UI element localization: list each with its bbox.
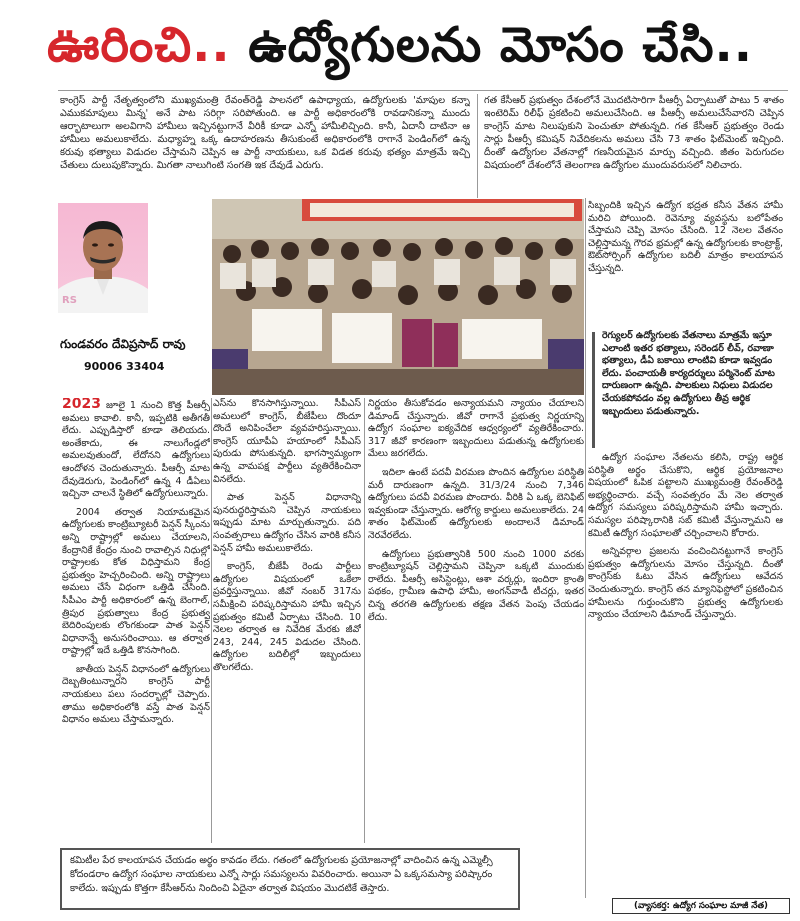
lead-divider [477, 94, 478, 198]
headline-part-1: ఊరించి.. [46, 17, 231, 73]
column-3-paragraph-3: ఉద్యోగులు ప్రభుత్వానికి 500 నుంచి 1000 వరకు కాంట్రిబ్యూషన్ చెల్లిస్తామని చెప్పినా ఒక్కటి ముందుకు రాలేదు. పీఆర్సీ అసిస్టెంట్లు, ఆశా వర్కర్లు, ఇందిరా క్రాంతి పథకం, గ్రామీణ ఉపాధి హామీ, అంగన్‌వాడీ టీచర్లు, ఇతర చిన్న తరగతి ఉద్యోగులకు తక్షణ వేతన పెంపు చేయడం లేదు. [368, 548, 584, 623]
article-column-2 [213, 398, 361, 843]
writer-phone: 90006 33404 [84, 360, 165, 373]
writer-portrait [58, 203, 148, 313]
column-3-paragraph-1: నిర్ణయం తీసుకోవడం అన్యాయమని న్యాయం చేయాలని డిమాండ్ చేస్తున్నారు. జీవో రాగానే ప్రభుత్వ నిర్ణయాన్ని ఉద్యోగ సంఘాల ఐక్యవేదిక ఆధ్వర్యంలో వ్యతిరేకించారు. 317 జీవో కారణంగా ఇబ్బందులు పడుతున్న ఉద్యోగులకు మేలు జరగలేదు. [368, 398, 584, 460]
year-highlight: 2023 [62, 398, 101, 412]
headline-part-2: ఉద్యోగులను మోసం చేసి.. [230, 17, 754, 73]
column-1-paragraph-1: జూలై 1 నుంచి కొత్త పీఆర్సీ అమలు కావాలి. కానీ, ఇప్పటికి అతీగతీ లేదు. ఎప్పుడిస్తారో కూడా తెలియదు. అంతేకాదు, ఈ నాలుగేండ్లలో అమలవుతుందో, లేదోనని ఉద్యోగులు ఆందోళన చెందుతున్నారు. పీఆర్సీ మాట దేవుడెరుగు, పెండింగ్‌లో ఉన్న 4 డీఏలు ఇచ్చినా చాలనే స్థితిలో ఉద్యోగులున్నారు. [62, 400, 210, 500]
column-1-paragraph-3: జాతీయ పెన్షన్ విధానంలో ఉద్యోగులు దెబ్బతింటున్నారని కాంగ్రెస్ పార్టీ నాయకులు పలు సందర్భాల్లో చెప్పారు. తాము అధికారంలోకి వస్తే పాత పెన్షన్ విధానం అమలు చేస్తామన్నారు. [62, 663, 210, 726]
article-column-4-top [588, 200, 783, 327]
article-headline [10, 6, 790, 84]
writer-name: గుండవరం దేవిప్రసాద్ రావు [60, 337, 186, 351]
column-4-paragraph-2: ఉద్యోగ సంఘాల నేతలను కలిసి, రాష్ట్ర ఆర్థిక పరిస్థితి అర్థం చేసుకొని, ఆర్థిక ప్రయోజనాల విషయంలో ఓపిక పట్టాలని ముఖ్యమంత్రి రేవంత్‌రెడ్డి అభ్యర్థించారు. వచ్చే సంవత్సరం మే నెల తర్వాత ఉద్యోగ సమస్యలు పరిష్కరిస్తామని హామీ ఇచ్చారు. సమస్యల పరిష్కారానికి సబ్ కమిటీ వేస్తున్నామని ఆ కమిటీ ఉద్యోగ సంఘాలతో చర్చించాలని కోరారు. [588, 452, 783, 539]
article-column-4-bottom [588, 452, 783, 842]
column-2-paragraph-3: కాంగ్రెస్, బీజేపీ రెండు పార్టీలు ఉద్యోగుల విషయంలో ఒకేలా ప్రవర్తిస్తున్నాయి. జీవో నంబర్ 317ను సమీక్షించి పరిష్కరిస్తామని హామీ ఇచ్చిన ప్రభుత్వం కమిటీ ఏర్పాటు చేసింది. 10 నెలల తర్వాత ఆ నివేదిక మేరకు జీవో 243, 244, 245 విడుదల చేసింది. ఉద్యోగుల బదిలీల్లో ఇబ్బందులు తొలగలేదు. [213, 561, 361, 673]
column-4-paragraph-3: అన్నివర్గాల ప్రజలను వంచించినట్టుగానే కాంగ్రెస్ ప్రభుత్వం ఉద్యోగులను మోసం చేస్తున్నది. దీంతో కాంగ్రెస్‌కు ఓటు వేసిన ఉద్యోగులు ఆవేదన చెందుతున్నారు. కాంగ్రెస్ తన మ్యానిఫెస్టోలో ప్రకటించిన హామీలను గుర్తుంచుకొని ప్రభుత్వ ఉద్యోగులకు న్యాయం చేయాలని డిమాండ్ చేస్తున్నారు. [588, 546, 783, 621]
column-divider-1 [211, 398, 212, 843]
column-1-paragraph-2: 2004 తర్వాత నియామకమైన ఉద్యోగులకు కాంట్రిబ్యూటరీ పెన్షన్ స్కీంను అన్ని రాష్ట్రాల్లో అమలు చేయాలని, కేంద్రానికే కేంద్రం నుంచి రావాల్సిన నిధుల్లో రాష్ట్రాలకు కోత విధిస్తామని కేంద్ర ప్రభుత్వం హెచ్చరించింది. అన్ని రాష్ట్రాలు అమలు చేసే విధంగా ఒత్తిడి చేసింది. సీపీఎం పార్టీ అధికారంలో ఉన్న బెంగాల్, త్రిపుర ప్రభుత్వాలు కేంద్ర ప్రభుత్వ బెదిరింపులకు లొంగకుండా పాత పెన్షన్ విధానాన్నే అనుసరించాయి. ఆ తర్వాత రాష్ట్రాల్లో ఇదే ఒత్తిడి కొనసాగింది. [62, 506, 210, 657]
lead-paragraph-left: కాంగ్రెస్ పార్టీ నేతృత్వంలోని ముఖ్యమంత్రి రేవంత్‌రెడ్డి పాలనలో ఉపాధ్యాయ, ఉద్యోగులకు 'మాపుల కన్నా ఎముకమాపులు మిన్న' అనే పాట సరిగ్గా సరిపోతుంది. ఆ పార్టీ అధికారంలోకి రావడానికన్నా ముందు ఆర్భాటాలుగా అలవిగాని హామీలు ఇచ్చినట్టుగానే వీరికీ కూడా ఎన్నో హామీలిచ్చింది. కానీ, ఏదానీ దాటినా ఆ హామీలు అమలుకాలేదు. మధ్యాహ్న ఒక్క ఉదాహరణను తీసుకుంటే అధికారంలోకి రాగానే పెండింగ్‌లో ఉన్న కరువు భత్యాలు విడుదల చేస్తామని చెప్పిన ఆ పార్టీ నాయకులు, ఒక విడత కరువు భత్యం మాత్రమే ఇచ్చి చేతులు దులుపుకొన్నారు. మిగతా నాలుగింటి సంగతి ఇక దేవుడే ఎరుగు. [60, 95, 470, 171]
article-column-3 [368, 398, 584, 843]
column-3-paragraph-2: ఇదిలా ఉంటే పదవీ విరమణ పొందిన ఉద్యోగుల పరిస్థితి మరీ దారుణంగా ఉన్నది. 31/3/24 నుంచి 7,346 ఉద్యోగులు పదవీ విరమణ పొందారు. వీరికి ఏ ఒక్క బెనిఫిట్ ఇవ్వకుండా చేస్తున్నారు. ఆరోగ్య కార్డులు అమలుకాలేదు. 24 శాతం ఫిట్‌మెంట్ ఉద్యోగులకు అందాలనే డిమాండ్ నెరవేరలేదు. [368, 466, 584, 541]
protest-photo [212, 199, 584, 395]
column-4-paragraph-1: సిబ్బందికి ఇచ్చిన ఉద్యోగ భద్రత కనీస వేతన హామీ మరిచి పోయింది. రెవెన్యూ వ్యవస్థను బలోపేతం చేస్తామని చెప్పి మోసం చేసింది. 12 నెలల వేతనం చెల్లిస్తామన్న గౌరవ భ్రమల్లో ఉన్న ఉద్యోగులకు కాంట్రాక్ట్, ఔట్‌సోర్సింగ్ ఉద్యోగుల బదిలీ మాత్రం కాలయాపన చేస్తున్నది. [588, 200, 783, 274]
column-divider-2 [364, 398, 365, 843]
highlight-box: కమిటీల పేర కాలయాపన చేయడం అర్థం కావడం లేదు. గతంలో ఉద్యోగులకు ప్రయోజనాల్లో వాదించిన ఉన్న ఎమ్మెల్సీ కోదండరాం ఉద్యోగ సంఘాల నాయకులు ఎన్నో సార్లు సమస్యలను వివరించారు. అయినా ఏ ఒక్కసమస్యా పరిష్కారం కాలేదు. ఇప్పుడు కొత్తగా కేసీఆర్‌ను నిందించి ఏదైనా తర్వాత విషయం మొదటికే తెస్తారు. [60, 848, 520, 910]
column-divider-3 [585, 198, 586, 898]
headline-divider [58, 90, 788, 91]
column-2-paragraph-1: ఎస్‌ను కొనసాగిస్తున్నాయి. సీపీఎస్ అమలులో కాంగ్రెస్, బీజేపీలు దొందూ దొందే అనిపించేలా వ్యవహరిస్తున్నాయి. కాంగ్రెస్ యూపీఏ హయాంలో సీపీఎస్ పురుడు పోసుకున్నది. భాగస్వామ్యంగా ఉన్న వామపక్ష పార్టీలు వ్యతిరేకించినా వినలేదు. [213, 398, 361, 485]
article-column-1 [62, 398, 210, 843]
author-credit: (వ్యాసకర్త: ఉద్యోగ సంఘాల మాజీ నేత) [612, 898, 790, 914]
column-2-paragraph-2: పాత పెన్షన్ విధానాన్ని పునరుద్ధరిస్తామని చెప్పిన నాయకులు ఇప్పుడు మాట మార్చుతున్నారు. పది సంవత్సరాలు ఉద్యోగం చేసిన వారికి కనీస పెన్షన్ హామీ అమలుకాలేదు. [213, 492, 361, 554]
pull-quote: రెగ్యులర్ ఉద్యోగులకు వేతనాలు మాత్రమే ఇస్తూ ఎలాంటి ఇతర భత్యాలు, సరెండర్ లీవ్, రవాణా భత్యాలు, డీఏ బకాయి లాంటివి కూడా ఇవ్వడం లేదు. పంచాయతీ కార్యదర్శులు పర్మినెంట్ మాట దారుణంగా ఉన్నది. పాలకులు నిధులు విడుదల చేయకపోవడం వల్ల ఉద్యోగులు తీవ్ర ఆర్థిక ఇబ్బందులు పడుతున్నారు. [588, 330, 783, 452]
lead-paragraph-right: గత కేసీఆర్ ప్రభుత్వం దేశంలోనే మొదటిసారిగా పీఆర్సీ ఏర్పాటుతో పాటు 5 శాతం ఇంటెరిమ్ రిలీఫ్ ప్రకటించి అమలుచేసింది. ఆ పీఆర్సీ అమలుచేసేవారని చెప్పిన కాంగ్రెస్ మాట నిలుపుకుని పెంచుతూ పోతున్నది. గత కేసీఆర్ ప్రభుత్వం రెండు సార్లు పీఆర్సీ కమిషన్ నివేదికలను అమలు చేసి 73 శాతం ఫిట్‌మెంట్ ఇచ్చింది. దీంతో ఉద్యోగుల వేతనాల్లో గణనీయమైన మార్పు వచ్చింది. జీతం పెరుగుదల విషయంలో దేశంలోనే తెలంగాణ ఉద్యోగుల ముందువరుసలో నిలిచారు. [484, 95, 784, 171]
svg-text:RS: RS [62, 295, 77, 306]
